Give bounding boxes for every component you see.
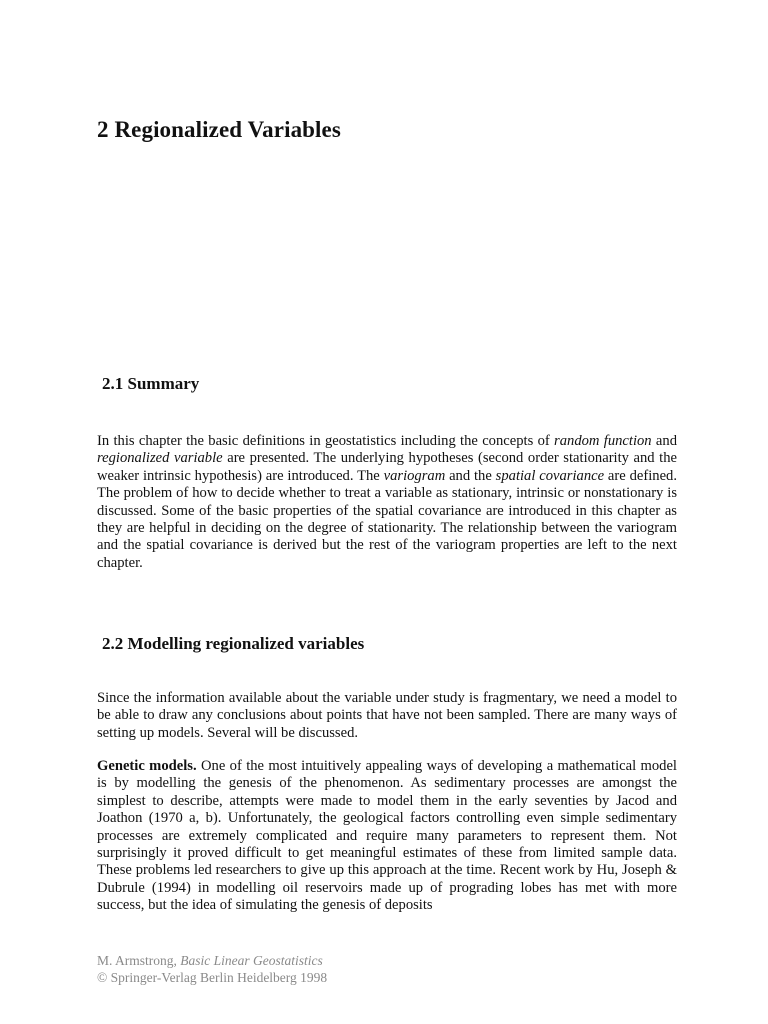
summary-text-4: and the xyxy=(445,467,496,484)
summary-paragraph xyxy=(97,433,677,572)
term-random-function: random function xyxy=(554,433,652,449)
summary-text-5: are defined. The problem of how to decide whether to treat a variable as stationary, intrinsic or nonstationary is discussed. Some of the basic properties of the spatial covariance are introduced in this chapter as they are helpful in deciding on the degree of stationarity. The relationship between the variogram and the spatial covariance is derived but the rest of the variogram properties are left to the next chapter. xyxy=(97,467,678,571)
modelling-paragraph: Since the information available about the variable under study is fragmentary, we need a model to be able to draw any conclusions about points that have not been sampled. There are many ways of setting up models. Several will be discussed. xyxy=(97,690,677,741)
chapter-title: 2 Regionalized Variables xyxy=(97,117,341,142)
summary-text-2: and xyxy=(651,433,677,449)
footer-copyright: © Springer-Verlag Berlin Heidelberg 1998 xyxy=(97,970,328,985)
footer-author: M. Armstrong, xyxy=(97,953,181,968)
genetic-models-text: One of the most intuitively appealing ways of developing a mathematical model is by modelling the genesis of the phenomenon. As sedimentary processes are amongst the simplest to describe, attempts were made to model them in the early seventies by Jacod and Joathon (1970 a, b). Unfortunately, the geological factors controlling even simple sedimentary processes are extremely complicated and require many parameters to represent them. Not surprisingly it proved difficult to get meaningful estimates of these from limited sample data. These problems led researchers to give up this approach at the time. Recent work by Hu, Joseph & Dubrule (1994) in modelling oil reservoirs made up of prograding lobes has met with more success, but the idea of simulating the genesis of deposits xyxy=(97,758,677,914)
section-heading-summary: 2.1 Summary xyxy=(102,374,200,393)
footer-citation xyxy=(97,952,327,969)
genetic-models-paragraph xyxy=(97,758,677,915)
summary-text-3: are presented. The underlying hypotheses (second order stationarity and the weaker intrinsic hypothesis) are introduced. The xyxy=(97,450,678,484)
section-heading-modelling: 2.2 Modelling regionalized variables xyxy=(102,634,365,653)
term-regionalized-variable: regionalized variable xyxy=(97,450,223,467)
term-spatial-covariance: spatial covariance xyxy=(495,467,605,484)
copyright-footer xyxy=(97,952,327,986)
summary-text-1: In this chapter the basic definitions in geostatistics including the concepts of xyxy=(97,433,555,449)
genetic-models-lead: Genetic models. xyxy=(97,758,197,774)
footer-book-title: Basic Linear Geostatistics xyxy=(180,953,323,968)
term-variogram: variogram xyxy=(383,467,446,484)
